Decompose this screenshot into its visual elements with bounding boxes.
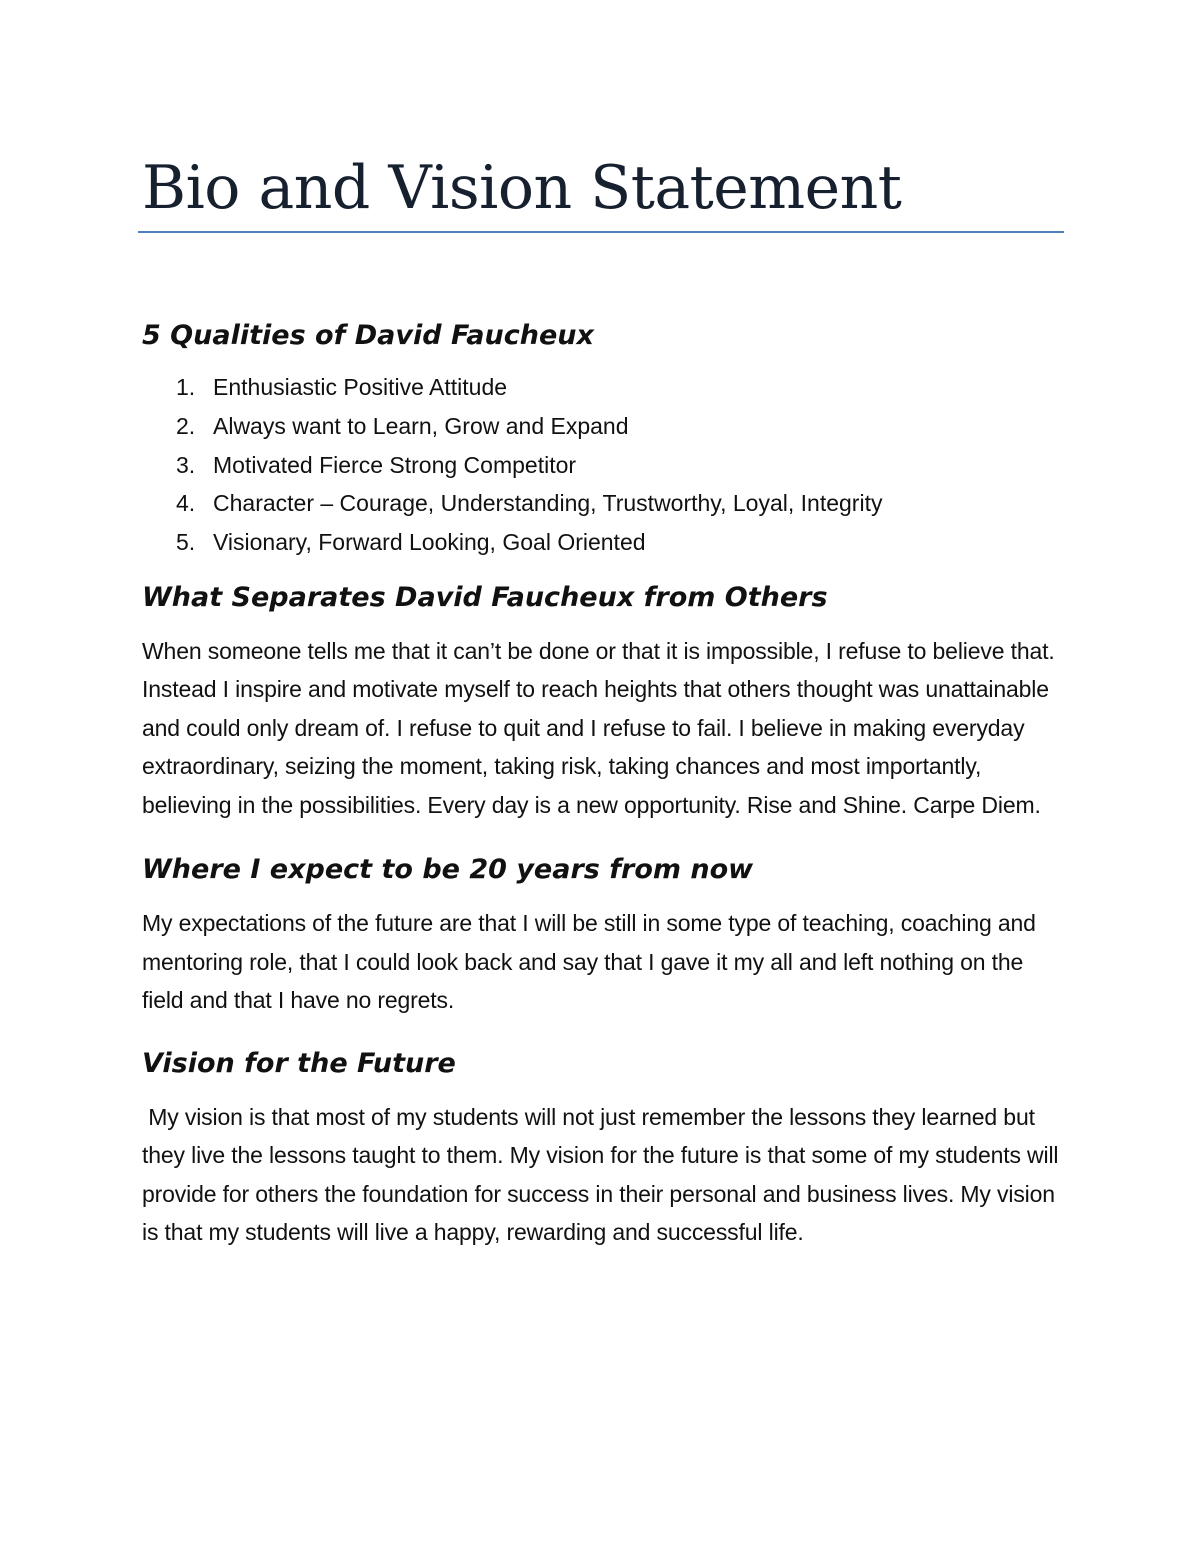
- title-block: [138, 148, 1064, 233]
- list-item-number: 1.: [176, 374, 196, 400]
- section-heading-what-separates: What Separates David Faucheux from Others: [142, 581, 828, 613]
- qualities-list: [142, 368, 1062, 562]
- list-item-number: 5.: [176, 529, 196, 556]
- section-what-separates: [142, 574, 1062, 825]
- section-qualities: [142, 312, 1062, 562]
- list-item-text: Motivated Fierce Strong Competitor: [213, 451, 577, 478]
- document-title: Bio and Vision Statement: [142, 153, 902, 223]
- title-underline-rule: [138, 231, 1064, 233]
- list-item: [142, 368, 1062, 407]
- list-item-number: 3.: [176, 451, 196, 478]
- section-body-vision: My vision is that most of my students will not just remember the lessons they learned but they live the lessons taught to them. My vision for the future is that some of my students will provide for others the foundation for success in their personal and business lives. My vision is that my students will live a happy, rewarding and successful life.: [142, 1103, 1059, 1246]
- list-item-number: 4.: [176, 490, 196, 517]
- list-item-number: 2.: [176, 412, 196, 439]
- section-vision: [142, 1040, 1062, 1252]
- section-heading-vision: Vision for the Future: [142, 1047, 456, 1079]
- list-item-text: Character – Courage, Understanding, Trustworthy, Loyal, Integrity: [213, 490, 883, 517]
- list-item-text: Always want to Learn, Grow and Expand: [213, 412, 629, 439]
- list-item: [142, 446, 1062, 485]
- list-item: [142, 484, 1062, 523]
- section-heading-20-years: Where I expect to be 20 years from now: [142, 854, 754, 886]
- list-item: [142, 523, 1062, 562]
- list-item: [142, 407, 1062, 446]
- section-heading-qualities: 5 Qualities of David Faucheux: [142, 320, 594, 351]
- section-body-20-years: My expectations of the future are that I will be still in some type of teaching, coaching and mentoring role, that I could look back and say that I gave it my all and left nothing on the field and that I have no regrets.: [142, 910, 1036, 1014]
- document-content: [142, 312, 1062, 1252]
- section-body-what-separates: When someone tells me that it can’t be done or that it is impossible, I refuse to believe that. Instead I inspire and motivate myself to reach heights that others thought was unattainable and could only dream of. I refuse to quit and I refuse to fail. I believe in making everyday extraordinary, seizing the moment, taking risk, taking chances and most importantly, believing in the possibilities. Every day is a new opportunity. Rise and Shine. Carpe Diem.: [142, 637, 1055, 818]
- list-item-text: Enthusiastic Positive Attitude: [213, 374, 508, 400]
- list-item-text: Visionary, Forward Looking, Goal Oriented: [213, 529, 646, 556]
- section-20-years: [142, 846, 1062, 1020]
